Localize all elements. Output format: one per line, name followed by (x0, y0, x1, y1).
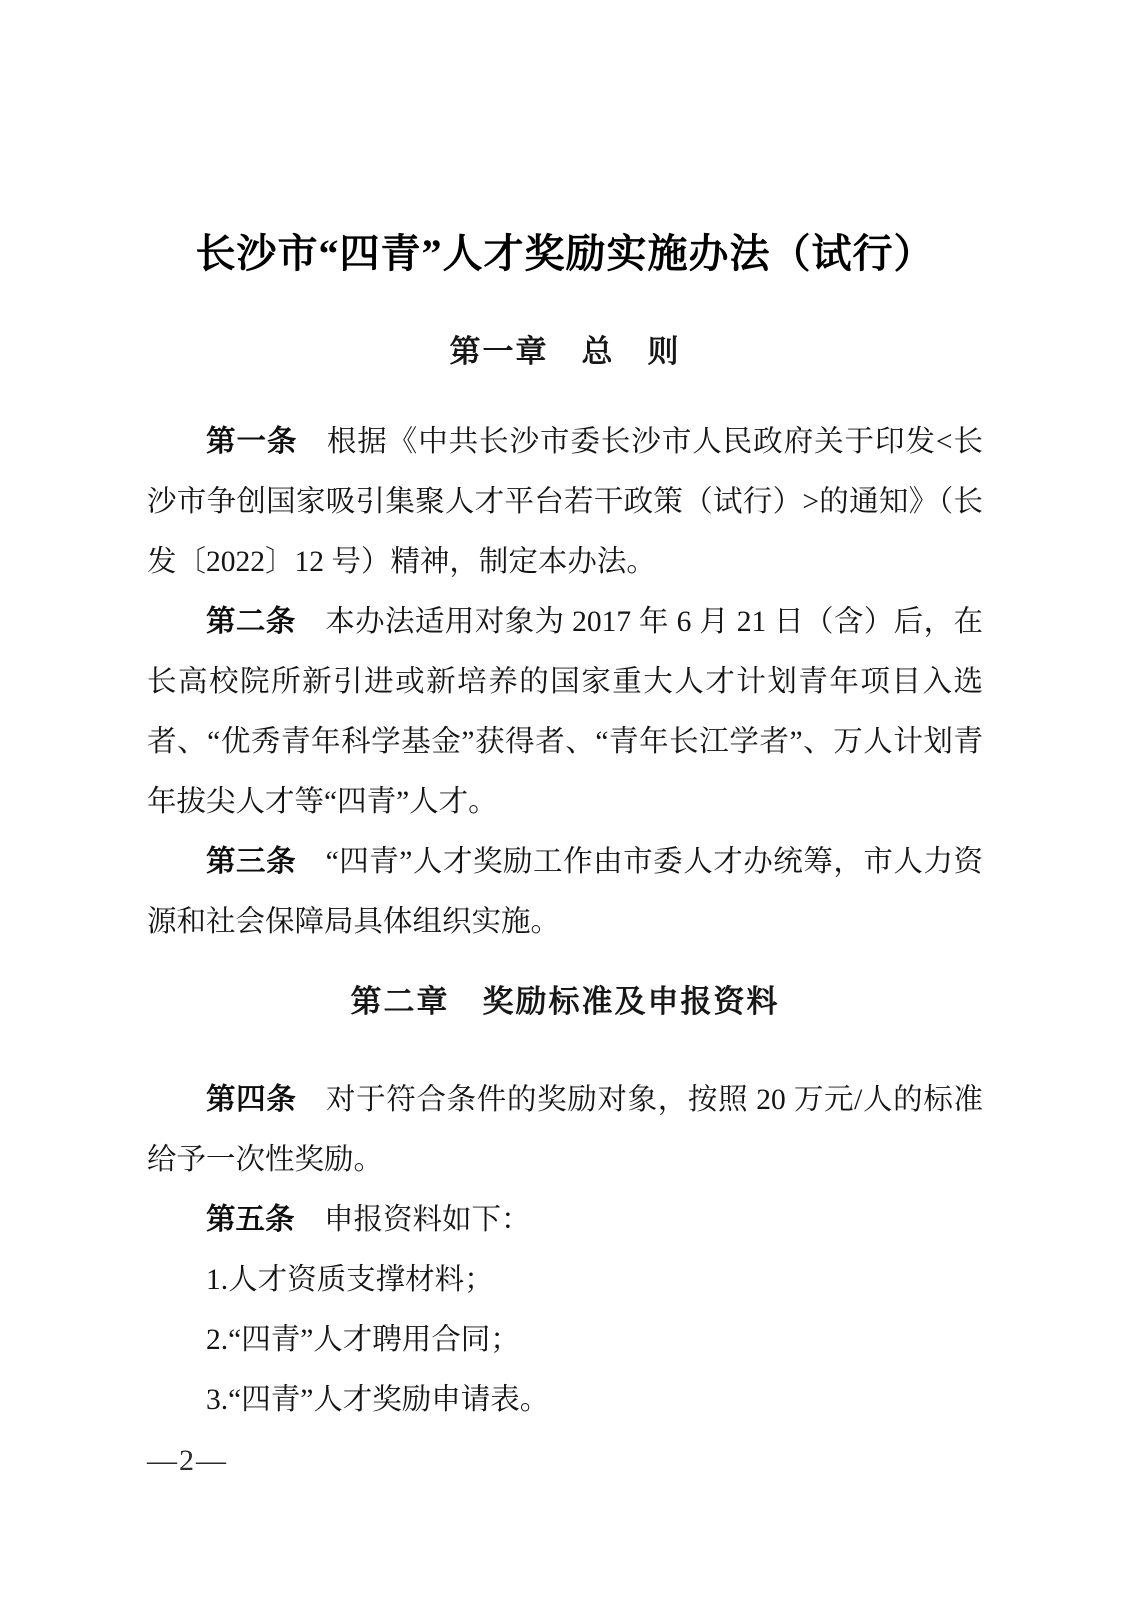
article-1-text: 根据《中共长沙市委长沙市人民政府关于印发<长沙市争创国家吸引集聚人才平台若干政策（试行）>的通知》（长发〔2022〕12 号）精神，制定本办法。 (147, 426, 983, 578)
chapter-1-heading: 第一章 总 则 (449, 334, 681, 369)
article-3-text: “四青”人才奖励工作由市委人才办统筹，市人力资源和社会保障局具体组织实施。 (147, 846, 983, 938)
list-item-3: 3.“四青”人才奖励申请表。 (206, 1384, 550, 1416)
page-number: —2— (147, 1444, 228, 1477)
chapter-2-body (147, 1070, 983, 1430)
article-4-paragraph (147, 1070, 983, 1190)
article-2-paragraph (147, 592, 983, 832)
article-1-label: 第一条 (206, 426, 298, 458)
article-5-text: 申报资料如下： (324, 1204, 531, 1236)
article-3-paragraph (147, 832, 983, 952)
chapter-2-heading: 第二章 奖励标准及申报资料 (350, 984, 780, 1019)
article-4-label: 第四条 (206, 1084, 297, 1116)
article-5-label: 第五条 (206, 1204, 295, 1236)
article-2-text: 本办法适用对象为 2017 年 6 月 21 日（含）后，在长高校院所新引进或新培养的国家重大人才计划青年项目入选者、“优秀青年科学基金”获得者、“青年长江学者”、万人计划青年拔尖人才等“四青”人才。 (147, 606, 983, 818)
article-4-text: 对于符合条件的奖励对象，按照 20 万元/人的标准给予一次性奖励。 (147, 1084, 983, 1176)
document-content (147, 0, 983, 1430)
document-title: 长沙市“四青”人才奖励实施办法（试行） (195, 231, 935, 276)
article-1-paragraph (147, 412, 983, 592)
article-3-label: 第三条 (206, 846, 297, 878)
list-item-1: 1.人才资质支撑材料； (206, 1264, 494, 1296)
article-5-paragraph (147, 1190, 983, 1250)
chapter-1-body (147, 412, 983, 952)
article-2-label: 第二条 (206, 606, 296, 638)
list-item-2: 2.“四青”人才聘用合同； (206, 1324, 520, 1356)
